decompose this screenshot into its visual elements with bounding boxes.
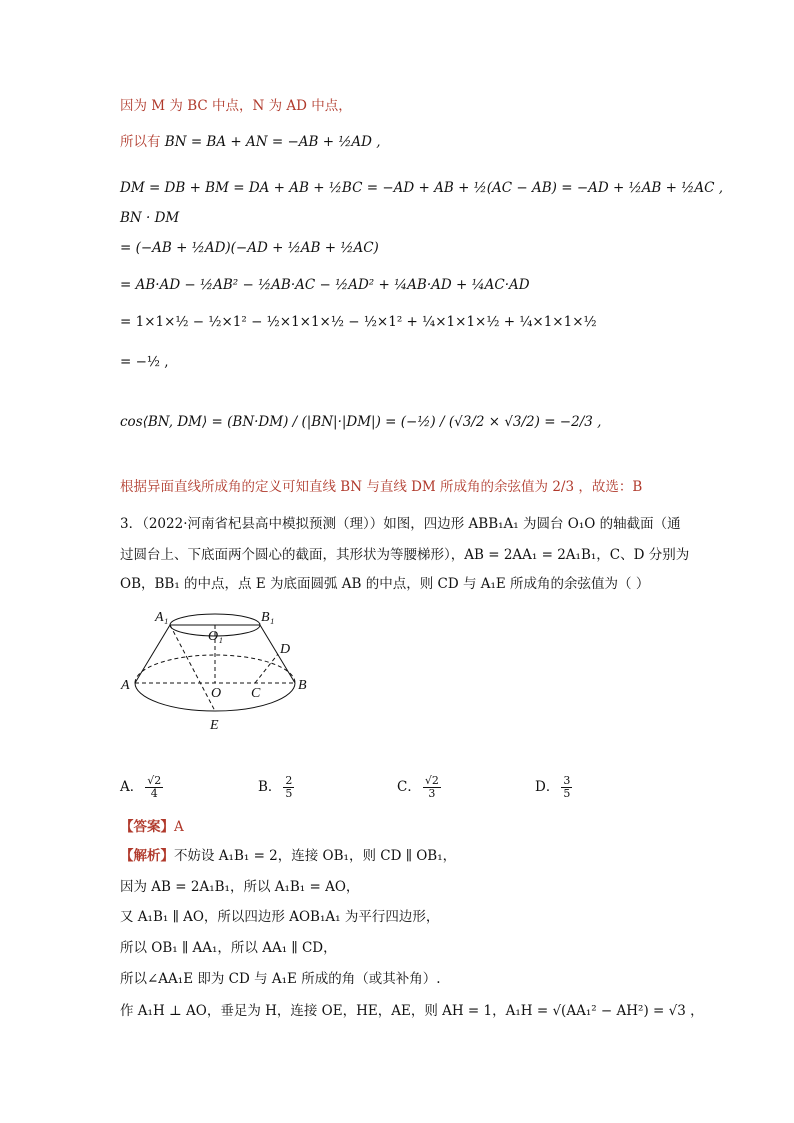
label-C: C [251,686,261,701]
problem3-line-2: 过圆台上、下底面两个圆心的截面，其形状为等腰梯形），AB = 2AA₁ = 2A₁B₁，C、D 分别为 [120,547,690,563]
solution-line-5: = (−AB + ½AD)(−AD + ½AB + ½AC) [120,240,379,256]
option-c-letter: C． [397,779,421,795]
label-O1: O₁ [208,629,223,644]
edge-AA1 [135,625,170,683]
solution-line-8: = −½ , [120,354,169,370]
option-d-letter: D． [535,779,560,795]
option-a-fraction [145,775,163,800]
option-b-num: 2 [285,774,293,787]
option-c-fraction [423,775,441,800]
segment-CD [255,654,278,683]
answer-value: A [174,819,184,835]
solution-line-3: DM = DB + BM = DA + AB + ½BC = −AD + AB + ½(AC − AB) = −AD + ½AB + ½AC , [120,180,723,196]
answer-label: 【答案】 [120,819,174,835]
answer-line [120,817,184,837]
option-c-den: 3 [428,787,436,800]
label-A: A [121,678,130,693]
analysis-line-3: 又 A₁B₁ ∥ AO，所以四边形 AOB₁A₁ 为平行四边形， [120,909,440,925]
label-B1: B₁ [261,610,275,625]
option-d-num: 3 [563,774,571,787]
analysis-line-6: 作 A₁H ⊥ AO，垂足为 H，连接 OE，HE，AE，则 AH = 1，A₁H = √(AA₁² − AH²) = √3 ， [120,1003,704,1019]
option-d[interactable] [535,775,574,800]
label-E: E [210,718,219,733]
option-a-letter: A． [120,779,144,795]
problem3-line-3: OB，BB₁ 的中点，点 E 为底面圆弧 AB 的中点，则 CD 与 A₁E 所成角的余弦值为（ ） [120,576,650,592]
option-b-fraction [283,775,294,800]
analysis-line-4: 所以 OB₁ ∥ AA₁，所以 AA₁ ∥ CD， [120,940,337,956]
solution-line-2 [120,132,381,152]
analysis-line-1-text: 不妨设 A₁B₁ = 2，连接 OB₁，则 CD ∥ OB₁， [174,848,457,864]
option-b-letter: B． [258,779,282,795]
option-a[interactable] [120,775,165,800]
solution-line-9: cos⟨BN, DM⟩ = (BN·DM) / (|BN|·|DM|) = (−½) / (√3/2 × √3/2) = −2/3 , [120,414,602,430]
analysis-line-5: 所以∠AA₁E 即为 CD 与 A₁E 所成的角（或其补角）. [120,971,441,987]
option-d-fraction [561,775,572,800]
problem3-line-1: 3．（2022·河南省杞县高中模拟预测（理））如图，四边形 ABB₁A₁ 为圆台 O₁O 的轴截面（通 [120,516,681,532]
label-D: D [280,642,291,657]
solution-line-6: = AB·AD − ½AB² − ½AB·AC − ½AD² + ¼AB·AD + ¼AC·AD [120,277,530,293]
label-A1: A₁ [155,610,169,625]
option-a-num: √2 [147,774,162,787]
analysis-line-1 [120,846,456,866]
solution-line-2-prefix: 所以有 [120,134,161,150]
solution-line-4: BN · DM [120,210,180,226]
analysis-label: 【解析】 [120,848,174,864]
solution-line-1: 因为 M 为 BC 中点，N 为 AD 中点， [120,98,352,114]
solution-conclusion: 根据异面直线所成角的定义可知直线 BN 与直线 DM 所成角的余弦值为 2/3 ，故选：B [120,479,643,495]
option-c[interactable] [397,775,443,800]
label-B: B [298,678,307,693]
label-O: O [211,686,222,701]
solution-line-7: = 1×1×½ − ½×1² − ½×1×1×½ − ½×1² + ¼×1×1×½ + ¼×1×1×½ [120,314,597,330]
option-c-num: √2 [424,774,439,787]
option-b[interactable] [258,775,296,800]
solution-line-2-expr: BN = BA + AN = −AB + ½AD , [164,134,381,150]
analysis-line-2: 因为 AB = 2A₁B₁，所以 A₁B₁ = AO， [120,879,360,895]
option-b-den: 5 [285,787,293,800]
option-d-den: 5 [563,787,571,800]
frustum-figure [115,605,325,735]
option-a-den: 4 [150,787,158,800]
